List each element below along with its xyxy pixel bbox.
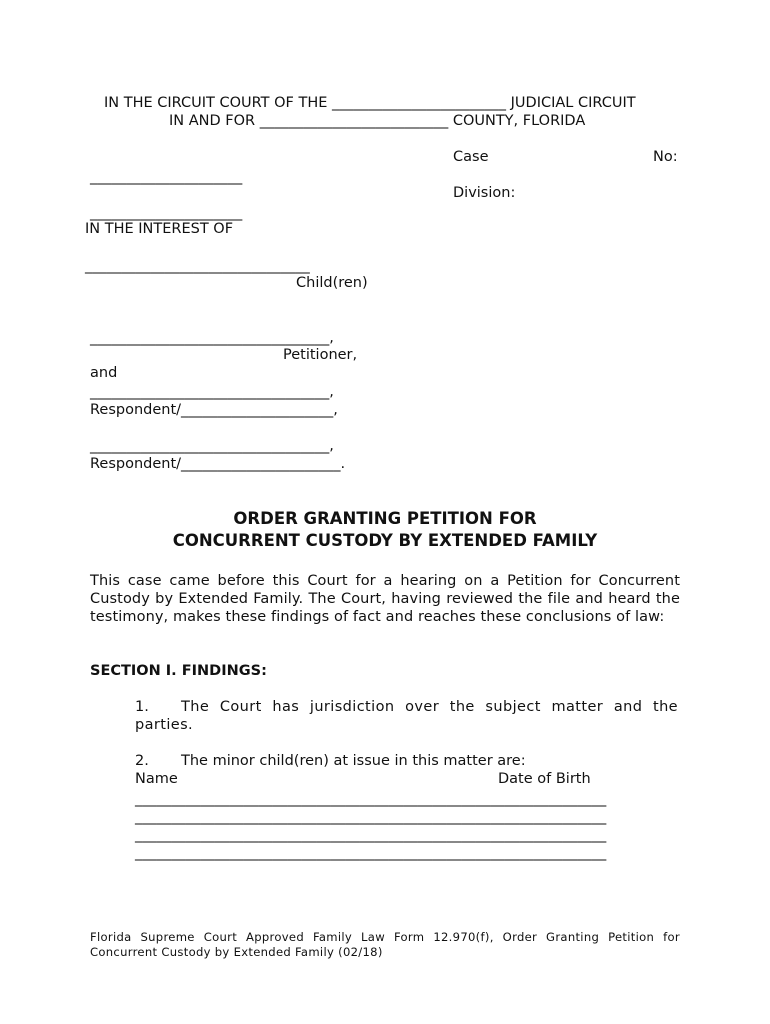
interest-label: IN THE INTEREST OF xyxy=(85,221,234,237)
finding-1-number: 1. xyxy=(135,699,149,715)
finding-2-number: 2. xyxy=(135,753,149,769)
petitioner-label: Petitioner, xyxy=(283,347,358,363)
finding-1-text: The Court has jurisdiction over the subject matter and the parties. xyxy=(135,699,678,733)
case-blank: _____________________ xyxy=(90,169,243,185)
interest-blank: _____________________ xyxy=(90,205,243,221)
respondent-1-label: Respondent/_____________________, xyxy=(90,402,338,418)
finding-2-text: The minor child(ren) at issue in this matter are: xyxy=(181,753,526,769)
case-no-label: No: xyxy=(653,149,678,165)
child-entry-line: _________________________________________________________________ xyxy=(135,809,607,825)
order-title-line-1: ORDER GRANTING PETITION FOR xyxy=(233,509,537,528)
form-footer: Florida Supreme Court Approved Family Law Form 12.970(f), Order Granting Petition for Concurrent Custody by Extended Family (02/18) xyxy=(90,930,680,959)
dob-column-header: Date of Birth xyxy=(498,771,591,787)
court-line-1: IN THE CIRCUIT COURT OF THE ________________________ JUDICIAL CIRCUIT xyxy=(104,95,636,111)
petitioner-blank: _________________________________, xyxy=(90,330,334,346)
and-label: and xyxy=(90,365,118,381)
order-title-line-2: CONCURRENT CUSTODY BY EXTENDED FAMILY xyxy=(172,531,598,550)
division-label: Division: xyxy=(453,185,516,201)
child-blank: _______________________________ xyxy=(85,258,310,274)
child-entry-line: _________________________________________________________________ xyxy=(135,791,607,807)
name-column-header: Name xyxy=(135,771,178,787)
child-label: Child(ren) xyxy=(296,275,368,291)
intro-paragraph: This case came before this Court for a hearing on a Petition for Concurrent Custody by Extended Family. The Court, having reviewed the file and heard the testimony, makes these findings of fact and reaches these conclusions of law: xyxy=(90,573,680,625)
section-heading: SECTION I. FINDINGS: xyxy=(90,663,267,679)
respondent-2-label: Respondent/______________________. xyxy=(90,456,346,472)
child-entry-line: _________________________________________________________________ xyxy=(135,827,607,843)
case-label: Case xyxy=(453,149,489,165)
respondent-1-blank: _________________________________, xyxy=(90,384,334,400)
child-entry-line: _________________________________________________________________ xyxy=(135,845,607,861)
court-line-2: IN AND FOR __________________________ COUNTY, FLORIDA xyxy=(169,113,586,129)
respondent-2-blank: _________________________________, xyxy=(90,438,334,454)
